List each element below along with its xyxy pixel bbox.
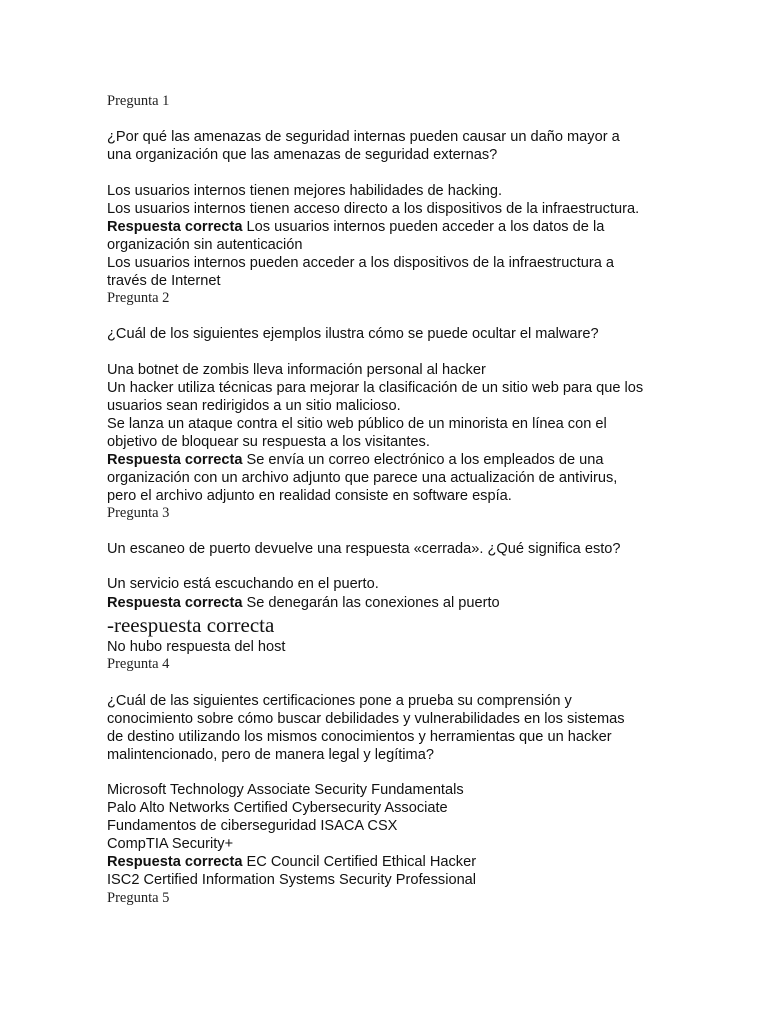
correct-answer-tag: Respuesta correcta bbox=[107, 595, 243, 611]
question-2-option-3: Se lanza un ataque contra el sitio web público de un minorista en línea con el bbox=[107, 416, 607, 432]
question-4-label: Pregunta 4 bbox=[107, 656, 170, 672]
question-2-correct-answer-line-2: organización con un archivo adjunto que parece una actualización de antivirus, bbox=[107, 470, 618, 486]
question-2-correct-answer bbox=[107, 451, 604, 469]
question-3-option-3: No hubo respuesta del host bbox=[107, 639, 286, 655]
question-1-text-line-1: ¿Por qué las amenazas de seguridad internas pueden causar un daño mayor a bbox=[107, 129, 620, 145]
question-1-option-4: Los usuarios internos pueden acceder a los dispositivos de la infraestructura a bbox=[107, 255, 615, 271]
question-2-option-1: Una botnet de zombis lleva información personal al hacker bbox=[107, 362, 486, 378]
question-1-option-2: Los usuarios internos tienen acceso directo a los dispositivos de la infraestructura. bbox=[107, 201, 640, 217]
question-1-option-1: Los usuarios internos tienen mejores habilidades de hacking. bbox=[107, 183, 503, 199]
question-4-option-6: ISC2 Certified Information Systems Security Professional bbox=[107, 872, 477, 888]
question-4-text-line-2: conocimiento sobre cómo buscar debilidades y vulnerabilidades en los sistemas bbox=[107, 711, 625, 727]
question-3-correct-answer bbox=[107, 594, 500, 612]
correct-answer-tag: Respuesta correcta bbox=[107, 219, 243, 235]
question-1-correct-answer bbox=[107, 218, 604, 236]
question-4-option-3: Fundamentos de ciberseguridad ISACA CSX bbox=[107, 818, 398, 834]
question-2-text: ¿Cuál de los siguientes ejemplos ilustra cómo se puede ocultar el malware? bbox=[107, 326, 599, 342]
question-1-option-4-line-2: través de Internet bbox=[107, 273, 221, 289]
correct-answer-tag: Respuesta correcta bbox=[107, 854, 243, 870]
question-4-text-line-1: ¿Cuál de las siguientes certificaciones pone a prueba su comprensión y bbox=[107, 693, 572, 709]
question-3-label: Pregunta 3 bbox=[107, 505, 170, 521]
question-2-label: Pregunta 2 bbox=[107, 290, 170, 306]
question-4-option-4: CompTIA Security+ bbox=[107, 836, 234, 852]
question-3-annotation: -reespuesta correcta bbox=[107, 613, 275, 637]
question-1-text-line-2: una organización que las amenazas de seguridad externas? bbox=[107, 147, 498, 163]
question-4-option-2: Palo Alto Networks Certified Cybersecurity Associate bbox=[107, 800, 448, 816]
question-3-text: Un escaneo de puerto devuelve una respuesta «cerrada». ¿Qué significa esto? bbox=[107, 541, 621, 557]
question-1-correct-answer-line-2: organización sin autenticación bbox=[107, 237, 303, 253]
question-3-option-1: Un servicio está escuchando en el puerto. bbox=[107, 576, 379, 592]
question-2-option-3-line-2: objetivo de bloquear su respuesta a los visitantes. bbox=[107, 434, 430, 450]
question-4-text-line-3: de destino utilizando los mismos conocimientos y herramientas que un hacker bbox=[107, 729, 612, 745]
question-4-text-line-4: malintencionado, pero de manera legal y legítima? bbox=[107, 747, 434, 763]
question-2-correct-text: Se envía un correo electrónico a los empleados de una bbox=[242, 452, 604, 468]
question-5-label: Pregunta 5 bbox=[107, 890, 170, 906]
question-2-option-2-line-2: usuarios sean redirigidos a un sitio malicioso. bbox=[107, 398, 401, 414]
question-1-label: Pregunta 1 bbox=[107, 93, 170, 109]
question-4-correct-text: EC Council Certified Ethical Hacker bbox=[242, 854, 477, 870]
correct-answer-tag: Respuesta correcta bbox=[107, 452, 243, 468]
question-2-correct-answer-line-3: pero el archivo adjunto en realidad consiste en software espía. bbox=[107, 488, 512, 504]
question-2-option-2: Un hacker utiliza técnicas para mejorar la clasificación de un sitio web para que los bbox=[107, 380, 644, 396]
question-1-correct-text: Los usuarios internos pueden acceder a los datos de la bbox=[242, 219, 605, 235]
question-3-correct-text: Se denegarán las conexiones al puerto bbox=[242, 595, 500, 611]
question-4-correct-answer bbox=[107, 853, 476, 871]
question-4-option-1: Microsoft Technology Associate Security Fundamentals bbox=[107, 782, 464, 798]
